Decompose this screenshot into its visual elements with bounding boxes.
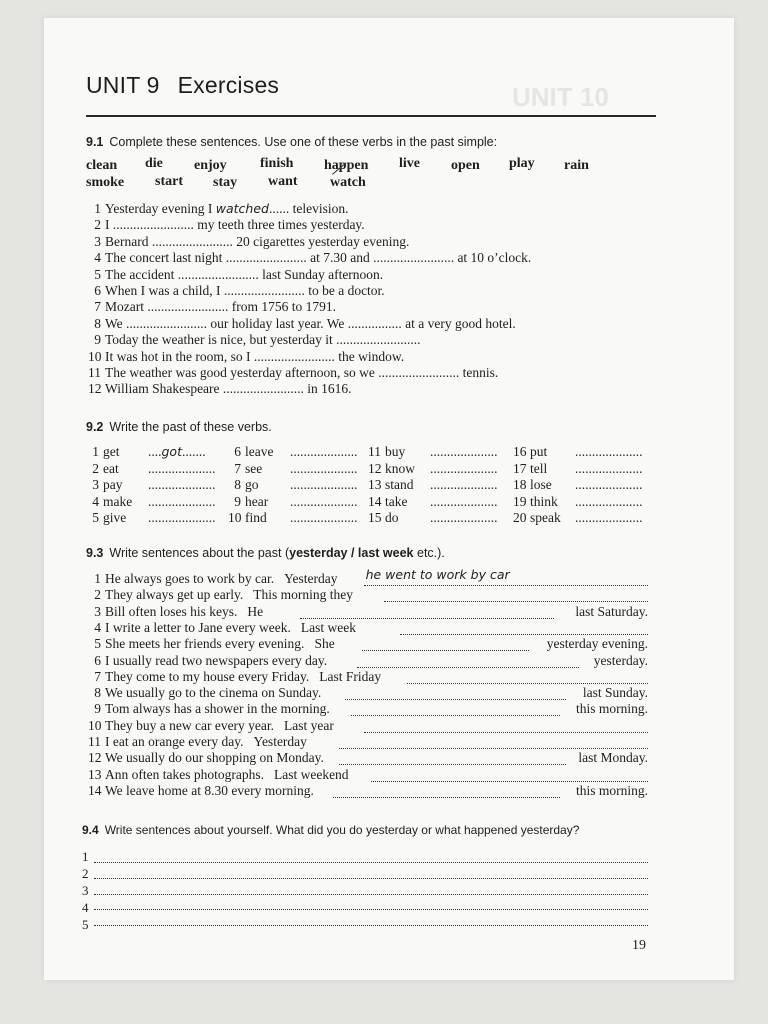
item-number: 12 [368, 460, 382, 476]
ex1-sentence [88, 332, 420, 348]
line-number: 4 [82, 900, 89, 915]
source-sentence: I eat an orange every day. [105, 734, 244, 749]
handwritten-answer: he went to work by car [365, 567, 510, 582]
item-number: 12 [88, 750, 102, 766]
answer-blank: .................... [430, 444, 498, 459]
ex1-sentence [88, 365, 498, 381]
answer-line[interactable] [357, 666, 579, 668]
ex2-item [513, 477, 643, 493]
ex3-sentence [88, 587, 353, 603]
ex2-item [513, 461, 643, 477]
verb-find: find [245, 510, 267, 525]
verb-stand: stand [385, 477, 414, 492]
verb-think: think [530, 493, 558, 509]
end-phrase: yesterday. [593, 652, 648, 668]
ex3-instruction-bold: yesterday / last week [289, 546, 414, 560]
handwritten-answer: got [161, 444, 182, 459]
ex2-item [513, 510, 643, 526]
item-number: 6 [94, 652, 101, 668]
item-number: 5 [92, 510, 99, 525]
verb-enjoy: enjoy [194, 158, 227, 173]
verb-want: want [268, 174, 298, 189]
item-number: 6 [94, 283, 101, 298]
answer-blank: .................... [575, 444, 643, 459]
verb-give: give [103, 510, 127, 525]
source-sentence: Ann often takes photographs. [105, 766, 264, 782]
ex2-number: 9.2 [86, 420, 104, 434]
answer-blank: .................... [290, 493, 358, 509]
item-number: 3 [94, 233, 101, 249]
verb-happen: happen [324, 158, 369, 173]
time-cue: Last weekend [273, 766, 349, 782]
time-cue: Yesterday [253, 734, 307, 749]
verb-start: start [155, 174, 183, 189]
ex3-number: 9.3 [86, 546, 104, 560]
source-sentence: I usually read two newspapers every day. [105, 652, 328, 668]
ex3-sentence [88, 620, 356, 636]
verb-lose: lose [530, 477, 552, 492]
source-sentence: We usually go to the cinema on Sunday. [105, 685, 322, 701]
ex2-item [368, 494, 498, 510]
source-sentence: He always goes to work by car. [105, 571, 275, 586]
verb-pay: pay [103, 477, 123, 492]
item-number: 11 [88, 365, 101, 380]
ex2-item [513, 494, 643, 510]
item-number: 12 [88, 381, 102, 397]
verb-finish: finish [260, 156, 294, 171]
time-cue: Yesterday [284, 571, 338, 586]
time-cue: He [247, 603, 264, 619]
answer-line[interactable] [339, 747, 648, 749]
time-cue: Last week [300, 619, 357, 635]
unit-label: UNIT 9 [86, 72, 160, 98]
item-number: 8 [234, 477, 241, 492]
sentence-text: It was hot in the room, so I ........................ the window. [105, 348, 405, 364]
end-phrase: last Monday. [578, 750, 648, 766]
item-number: 8 [94, 685, 101, 701]
ex3-sentence [88, 701, 330, 717]
ex2-item [86, 477, 216, 493]
ex1-sentence [88, 381, 352, 397]
item-number: 14 [88, 782, 102, 798]
ex2-item [368, 461, 498, 477]
answer-line[interactable] [384, 600, 648, 602]
verb-watch: watch [330, 175, 366, 190]
verb-live: live [399, 156, 420, 171]
source-sentence: She meets her friends every evening. [105, 636, 305, 652]
item-number: 7 [234, 460, 241, 476]
item-number: 9 [94, 701, 101, 717]
unit-title: Exercises [177, 72, 280, 98]
ex1-heading [86, 135, 497, 149]
handwritten-answer: watched [215, 201, 269, 216]
ex1-sentence [88, 250, 531, 266]
item-number: 5 [94, 266, 101, 282]
item-number: 16 [513, 444, 527, 459]
ex2-item [228, 461, 358, 477]
verb-take: take [385, 493, 408, 509]
time-cue: This morning they [253, 587, 353, 603]
verb-buy: buy [385, 444, 406, 459]
ex1-sentence [88, 267, 383, 283]
ex2-item [228, 510, 358, 526]
item-number: 14 [368, 493, 382, 509]
item-number: 1 [94, 571, 101, 586]
item-number: 9 [94, 332, 101, 348]
answer-blank: .................... [148, 460, 216, 476]
verb-get: get [103, 444, 120, 459]
answer-line[interactable] [351, 714, 560, 716]
ex2-item [86, 510, 216, 526]
verb-stay: stay [213, 175, 238, 190]
ex3-sentence [88, 636, 335, 652]
verb-speak: speak [530, 510, 561, 525]
verb-put: put [530, 444, 548, 459]
verb-leave: leave [245, 444, 274, 459]
writing-line[interactable] [94, 924, 648, 926]
verb-eat: eat [103, 460, 119, 476]
source-sentence: Tom always has a shower in the morning. [105, 701, 330, 717]
ex3-sentence [88, 571, 337, 587]
answer-blank: .................... [575, 477, 643, 492]
sentence-text: The concert last night ........................ at 7.30 and ........................ at 10 o’clock. [105, 250, 532, 266]
writing-line[interactable] [94, 861, 648, 863]
verb-die: die [145, 156, 163, 171]
line-number: 5 [82, 917, 89, 932]
sentence-rest: ...... television. [268, 201, 349, 216]
ex2-heading [86, 420, 272, 434]
source-sentence: We usually do our shopping on Monday. [105, 750, 324, 766]
item-number: 13 [368, 477, 382, 492]
item-number: 19 [513, 493, 527, 509]
ex3-sentence [88, 669, 381, 685]
item-number: 1 [92, 444, 99, 459]
item-number: 4 [94, 250, 101, 266]
end-phrase: this morning. [575, 701, 648, 717]
ex2-item [228, 494, 358, 510]
end-phrase: this morning. [575, 782, 648, 798]
ex1-instruction: Complete these sentences. Use one of these verbs in the past simple: [109, 135, 498, 149]
answer-line[interactable] [300, 617, 554, 619]
ex3-sentence [88, 653, 327, 669]
verb-do: do [385, 510, 399, 525]
ex4-number: 9.4 [82, 823, 99, 837]
source-sentence: We leave home at 8.30 every morning. [105, 782, 314, 798]
verb-go: go [245, 477, 259, 492]
item-number: 8 [94, 315, 101, 331]
ex2-item [368, 477, 498, 493]
ex1-sentence [88, 201, 348, 217]
answer-line[interactable] [371, 780, 648, 782]
source-sentence: They buy a new car every year. [105, 717, 275, 733]
item-number: 3 [94, 603, 101, 619]
ex1-sentence [88, 299, 336, 315]
end-phrase: last Saturday. [575, 603, 648, 619]
verb-smoke: smoke [86, 175, 125, 190]
ex2-item [86, 494, 216, 510]
ex1-sentence [88, 316, 516, 332]
end-phrase: yesterday evening. [546, 636, 648, 652]
ex3-instruction-post: etc.). [413, 546, 445, 560]
answer-blank: .................... [430, 477, 498, 492]
answer-blank: .................... [430, 460, 498, 476]
item-number: 2 [94, 217, 101, 233]
item-number: 9 [234, 493, 241, 509]
answer-blank: .................... [290, 477, 358, 492]
sentence-text: William Shakespeare ........................ in 1616. [105, 381, 352, 397]
verb-see: see [245, 460, 263, 476]
item-number: 4 [92, 493, 99, 509]
source-sentence: They come to my house every Friday. [105, 668, 310, 684]
heading-rule [86, 115, 656, 117]
ex2-item [228, 444, 358, 460]
verb-make: make [103, 493, 133, 509]
page-number: 19 [632, 938, 646, 953]
item-number: 10 [88, 348, 102, 364]
item-number: 11 [368, 444, 381, 459]
answer-blank: .................... [575, 460, 643, 476]
answer-blank: .................... [290, 460, 358, 476]
ex2-item [228, 477, 358, 493]
answer-blank: .................... [148, 510, 216, 525]
answer-line[interactable] [364, 731, 648, 733]
ghost-heading-bleedthrough: UNIT 10 [512, 82, 609, 112]
item-number: 7 [94, 668, 101, 684]
answer-blank: .................... [430, 510, 498, 525]
ex1-sentence [88, 234, 409, 250]
ex3-sentence [88, 685, 321, 701]
answer-blank: .................... [148, 477, 216, 492]
item-number: 13 [88, 766, 102, 782]
item-number: 18 [513, 477, 527, 492]
item-number: 10 [228, 510, 242, 525]
line-number: 1 [82, 849, 89, 864]
item-number: 15 [368, 510, 382, 525]
time-cue: She [314, 636, 335, 652]
verb-play: play [509, 156, 535, 171]
item-number: 7 [94, 299, 101, 315]
ex3-sentence [88, 783, 314, 799]
item-number: 3 [92, 477, 99, 492]
answer-line[interactable] [339, 763, 567, 765]
answer-blank: .................... [290, 510, 358, 525]
verb-know: know [385, 460, 415, 476]
ex3-sentence [88, 734, 307, 750]
answer-blank: .................... [575, 493, 643, 509]
ex1-sentence [88, 283, 385, 299]
ex2-item [368, 444, 498, 460]
item-number: 11 [88, 734, 101, 749]
item-number: 17 [513, 460, 527, 476]
ex1-number: 9.1 [86, 135, 104, 149]
ex3-instruction-pre: Write sentences about the past ( [109, 546, 290, 560]
answer-blank: .................... [575, 510, 643, 525]
ex1-sentence [88, 349, 404, 365]
ex3-sentence [88, 718, 334, 734]
sentence-text: Bernard ........................ 20 cigarettes yesterday evening. [105, 233, 410, 249]
source-sentence: I write a letter to Jane every week. [105, 619, 291, 635]
sentence-text: Mozart ........................ from 1756 to 1791. [105, 299, 336, 315]
answer-blank: .................... [148, 493, 216, 509]
item-number: 6 [234, 444, 241, 459]
ex1-sentence [88, 217, 365, 233]
ex2-item [86, 444, 206, 460]
answer-blank: .................... [430, 493, 498, 509]
answer-line[interactable] [400, 633, 648, 635]
sentence-text: When I was a child, I ........................ to be a doctor. [105, 283, 385, 298]
item-number: 2 [94, 587, 101, 603]
writing-line[interactable] [94, 908, 648, 910]
verb-rain: rain [564, 158, 589, 173]
verb-clean: clean [86, 158, 118, 173]
end-phrase: last Sunday. [582, 685, 648, 701]
verb-tell: tell [530, 460, 548, 476]
ex3-heading [86, 546, 445, 560]
answer-line[interactable] [362, 649, 529, 651]
time-cue: Last year [284, 717, 334, 733]
sentence-text: Yesterday evening I [105, 201, 216, 216]
time-cue: Last Friday [319, 668, 382, 684]
sentence-text: I ........................ my teeth three times yesterday. [105, 217, 365, 233]
ex2-item [368, 510, 498, 526]
ex3-sentence [88, 604, 263, 620]
ex4-instruction: Write sentences about yourself. What did you do yesterday or what happened yesterday? [104, 823, 580, 837]
line-number: 3 [82, 883, 89, 898]
answer-line[interactable] [364, 584, 648, 586]
answer-line[interactable] [345, 698, 567, 700]
sentence-text: We ........................ our holiday last year. We ................ at a very good hotel. [105, 315, 516, 331]
verb-hear: hear [245, 493, 269, 509]
writing-line[interactable] [94, 877, 648, 879]
verb-open: open [451, 158, 480, 173]
source-sentence: Bill often loses his keys. [105, 603, 238, 619]
answer-blank: .................... [290, 444, 358, 459]
item-number: 5 [94, 636, 101, 652]
sentence-text: The accident ........................ last Sunday afternoon. [105, 266, 384, 282]
item-number: 4 [94, 619, 101, 635]
ex3-sentence [88, 750, 324, 766]
answer-blank-tail: ....... [181, 444, 206, 459]
unit-heading [86, 72, 279, 99]
answer-blank: .... [148, 444, 162, 459]
ex4-heading [82, 823, 579, 837]
source-sentence: They always get up early. [105, 587, 244, 603]
sentence-text: Today the weather is nice, but yesterday it ......................... [105, 332, 421, 348]
answer-line[interactable] [407, 682, 648, 684]
ex2-item [513, 444, 643, 460]
answer-line[interactable] [333, 796, 561, 798]
item-number: 2 [92, 460, 99, 476]
ex3-sentence [88, 767, 349, 783]
item-number: 1 [94, 201, 101, 216]
sentence-text: The weather was good yesterday afternoon, so we ........................ tennis. [105, 365, 499, 380]
ex2-instruction: Write the past of these verbs. [109, 420, 272, 434]
item-number: 10 [88, 717, 102, 733]
writing-line[interactable] [94, 893, 648, 895]
item-number: 20 [513, 510, 527, 525]
ex2-item [86, 461, 216, 477]
line-number: 2 [82, 866, 89, 881]
